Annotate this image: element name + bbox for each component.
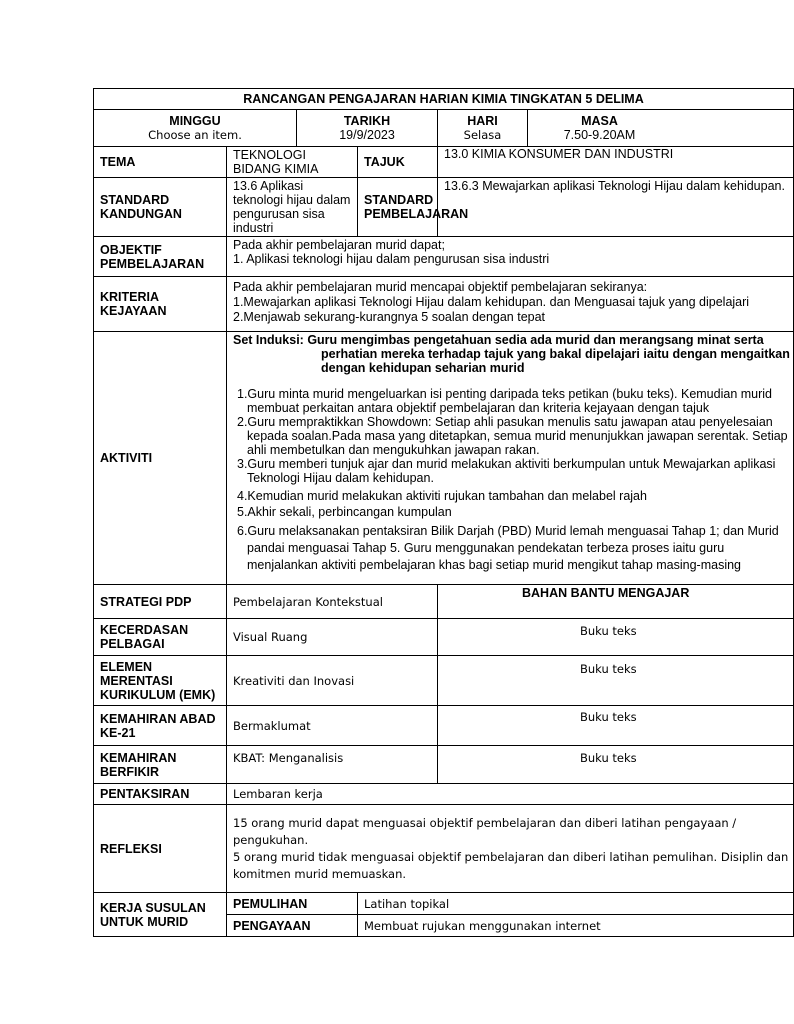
objektif-content xyxy=(227,237,794,277)
aktiviti-item-1: 1.Guru minta murid mengeluarkan isi penting daripada teks petikan (buku teks). Kemudian murid membuat perkaitan antara objektif pembelajaran dan kriteria kejayaan dengan tajuk xyxy=(237,387,772,415)
tajuk-label: TAJUK xyxy=(358,147,438,178)
standard-kandungan-value: 13.6 Aplikasi teknologi hijau dalam pengurusan sisa industri xyxy=(227,178,358,237)
kerja-susulan-label: KERJA SUSULAN UNTUK MURID xyxy=(94,893,227,937)
aktiviti-label: AKTIVITI xyxy=(94,332,227,585)
masa-value: 7.50-9.20AM xyxy=(563,128,636,142)
objektif-line-1: Pada akhir pembelajaran murid dapat; xyxy=(233,238,445,252)
bbm-kecerdasan: Buku teks xyxy=(438,619,794,656)
strategi-value: Pembelajaran Kontekstual xyxy=(227,585,438,619)
tema-value: TEKNOLOGI BIDANG KIMIA xyxy=(227,147,358,178)
aktiviti-content xyxy=(227,332,794,585)
tema-label: TEMA xyxy=(94,147,227,178)
aktiviti-item-2: 2.Guru mempraktikkan Showdown: Setiap ahli pasukan menulis satu jawapan atau penyelesaian kepada soalan.Pada masa yang ditetapkan, semua murid menunjukkan jawapan serentak. Setiap ahli membetulkan dan mengukuhkan jawapan rakan. xyxy=(237,415,788,457)
aktiviti-item-3: 3.Guru memberi tunjuk ajar dan murid melakukan aktiviti berkumpulan untuk Mewajarkan aplikasi Teknologi Hijau dalam kehidupan. xyxy=(237,457,776,485)
objektif-label: OBJEKTIF PEMBELAJARAN xyxy=(94,237,227,277)
masa-cell xyxy=(528,110,794,147)
kriteria-line-2: 1.Mewajarkan aplikasi Teknologi Hijau dalam kehidupan. dan Menguasai tajuk yang dipelajari xyxy=(233,295,750,309)
tarikh-label: TARIKH xyxy=(343,114,391,128)
masa-label: MASA xyxy=(581,114,618,128)
hari-label: HARI xyxy=(467,114,498,128)
kecerdasan-value: Visual Ruang xyxy=(227,619,438,656)
kecerdasan-label: KECERDASAN PELBAGAI xyxy=(94,619,227,656)
refleksi-line-2: 5 orang murid tidak menguasai objektif pembelajaran dan diberi latihan pemulihan. Disiplin dan komitmen murid memuaskan. xyxy=(233,849,789,881)
emk-value: Kreativiti dan Inovasi xyxy=(227,656,438,706)
minggu-label: MINGGU xyxy=(169,114,221,128)
refleksi-line-1: 15 orang murid dapat menguasai objektif pembelajaran dan diberi latihan pengayaan / pengukuhan. xyxy=(233,815,737,847)
hari-cell xyxy=(438,110,528,147)
berfikir-label: KEMAHIRAN BERFIKIR xyxy=(94,746,227,784)
kriteria-content xyxy=(227,277,794,332)
document-title: RANCANGAN PENGAJARAN HARIAN KIMIA TINGKATAN 5 DELIMA xyxy=(94,89,794,110)
kriteria-label: KRITERIA KEJAYAAN xyxy=(94,277,227,332)
kriteria-line-1: Pada akhir pembelajaran murid mencapai objektif pembelajaran sekiranya: xyxy=(233,280,648,294)
minggu-dropdown[interactable]: Choose an item. xyxy=(148,128,242,142)
pemulihan-label: PEMULIHAN xyxy=(227,893,358,915)
pengayaan-label: PENGAYAAN xyxy=(227,915,358,937)
pentaksiran-value: Lembaran kerja xyxy=(227,784,794,805)
standard-pembelajaran-label: STANDARD PEMBELAJARAN xyxy=(358,178,438,237)
tarikh-cell xyxy=(297,110,438,147)
abad21-label: KEMAHIRAN ABAD KE-21 xyxy=(94,706,227,746)
tarikh-value: 19/9/2023 xyxy=(339,128,395,142)
minggu-cell xyxy=(94,110,297,147)
lesson-plan-table xyxy=(93,88,794,937)
bbm-header: BAHAN BANTU MENGAJAR xyxy=(438,585,794,619)
pemulihan-value: Latihan topikal xyxy=(358,893,794,915)
standard-pembelajaran-value: 13.6.3 Mewajarkan aplikasi Teknologi Hijau dalam kehidupan. xyxy=(438,178,794,237)
bbm-berfikir: Buku teks xyxy=(438,746,794,784)
refleksi-content xyxy=(227,805,794,893)
pengayaan-value: Membuat rujukan menggunakan internet xyxy=(358,915,794,937)
refleksi-label: REFLEKSI xyxy=(94,805,227,893)
hari-value: Selasa xyxy=(463,128,502,142)
kriteria-line-3: 2.Menjawab sekurang-kurangnya 5 soalan dengan tepat xyxy=(233,310,546,324)
standard-kandungan-label: STANDARD KANDUNGAN xyxy=(94,178,227,237)
bbm-emk: Buku teks xyxy=(438,656,794,706)
emk-label: ELEMEN MERENTASI KURIKULUM (EMK) xyxy=(94,656,227,706)
abad21-value: Bermaklumat xyxy=(227,706,438,746)
aktiviti-item-5: 5.Akhir sekali, perbincangan kumpulan xyxy=(237,505,452,519)
berfikir-value: KBAT: Menganalisis xyxy=(227,746,438,784)
bbm-abad21: Buku teks xyxy=(438,706,794,746)
aktiviti-item-4: 4.Kemudian murid melakukan aktiviti rujukan tambahan dan melabel rajah xyxy=(237,489,647,503)
lesson-plan-sheet xyxy=(93,88,790,937)
objektif-line-2: 1. Aplikasi teknologi hijau dalam pengurusan sisa industri xyxy=(233,252,550,266)
aktiviti-item-6: 6.Guru melaksanakan pentaksiran Bilik Darjah (PBD) Murid lemah menguasai Tahap 1; dan Murid pandai menguasai Tahap 5. Guru menggunakan pendekatan terbeza proses iaitu guru menjalankan aktiviti pembelajaran khas bagi setiap murid mengikut tahap masing-masing xyxy=(237,524,779,572)
pentaksiran-label: PENTAKSIRAN xyxy=(94,784,227,805)
tajuk-value: 13.0 KIMIA KONSUMER DAN INDUSTRI xyxy=(438,147,794,178)
set-induksi: Set Induksi: Guru mengimbas pengetahuan sedia ada murid dan merangsang minat serta perhatian mereka terhadap tajuk yang bakal dipelajari iaitu dengan mengaitkan dengan kehidupan seharian murid xyxy=(233,333,790,375)
strategi-label: STRATEGI PDP xyxy=(94,585,227,619)
